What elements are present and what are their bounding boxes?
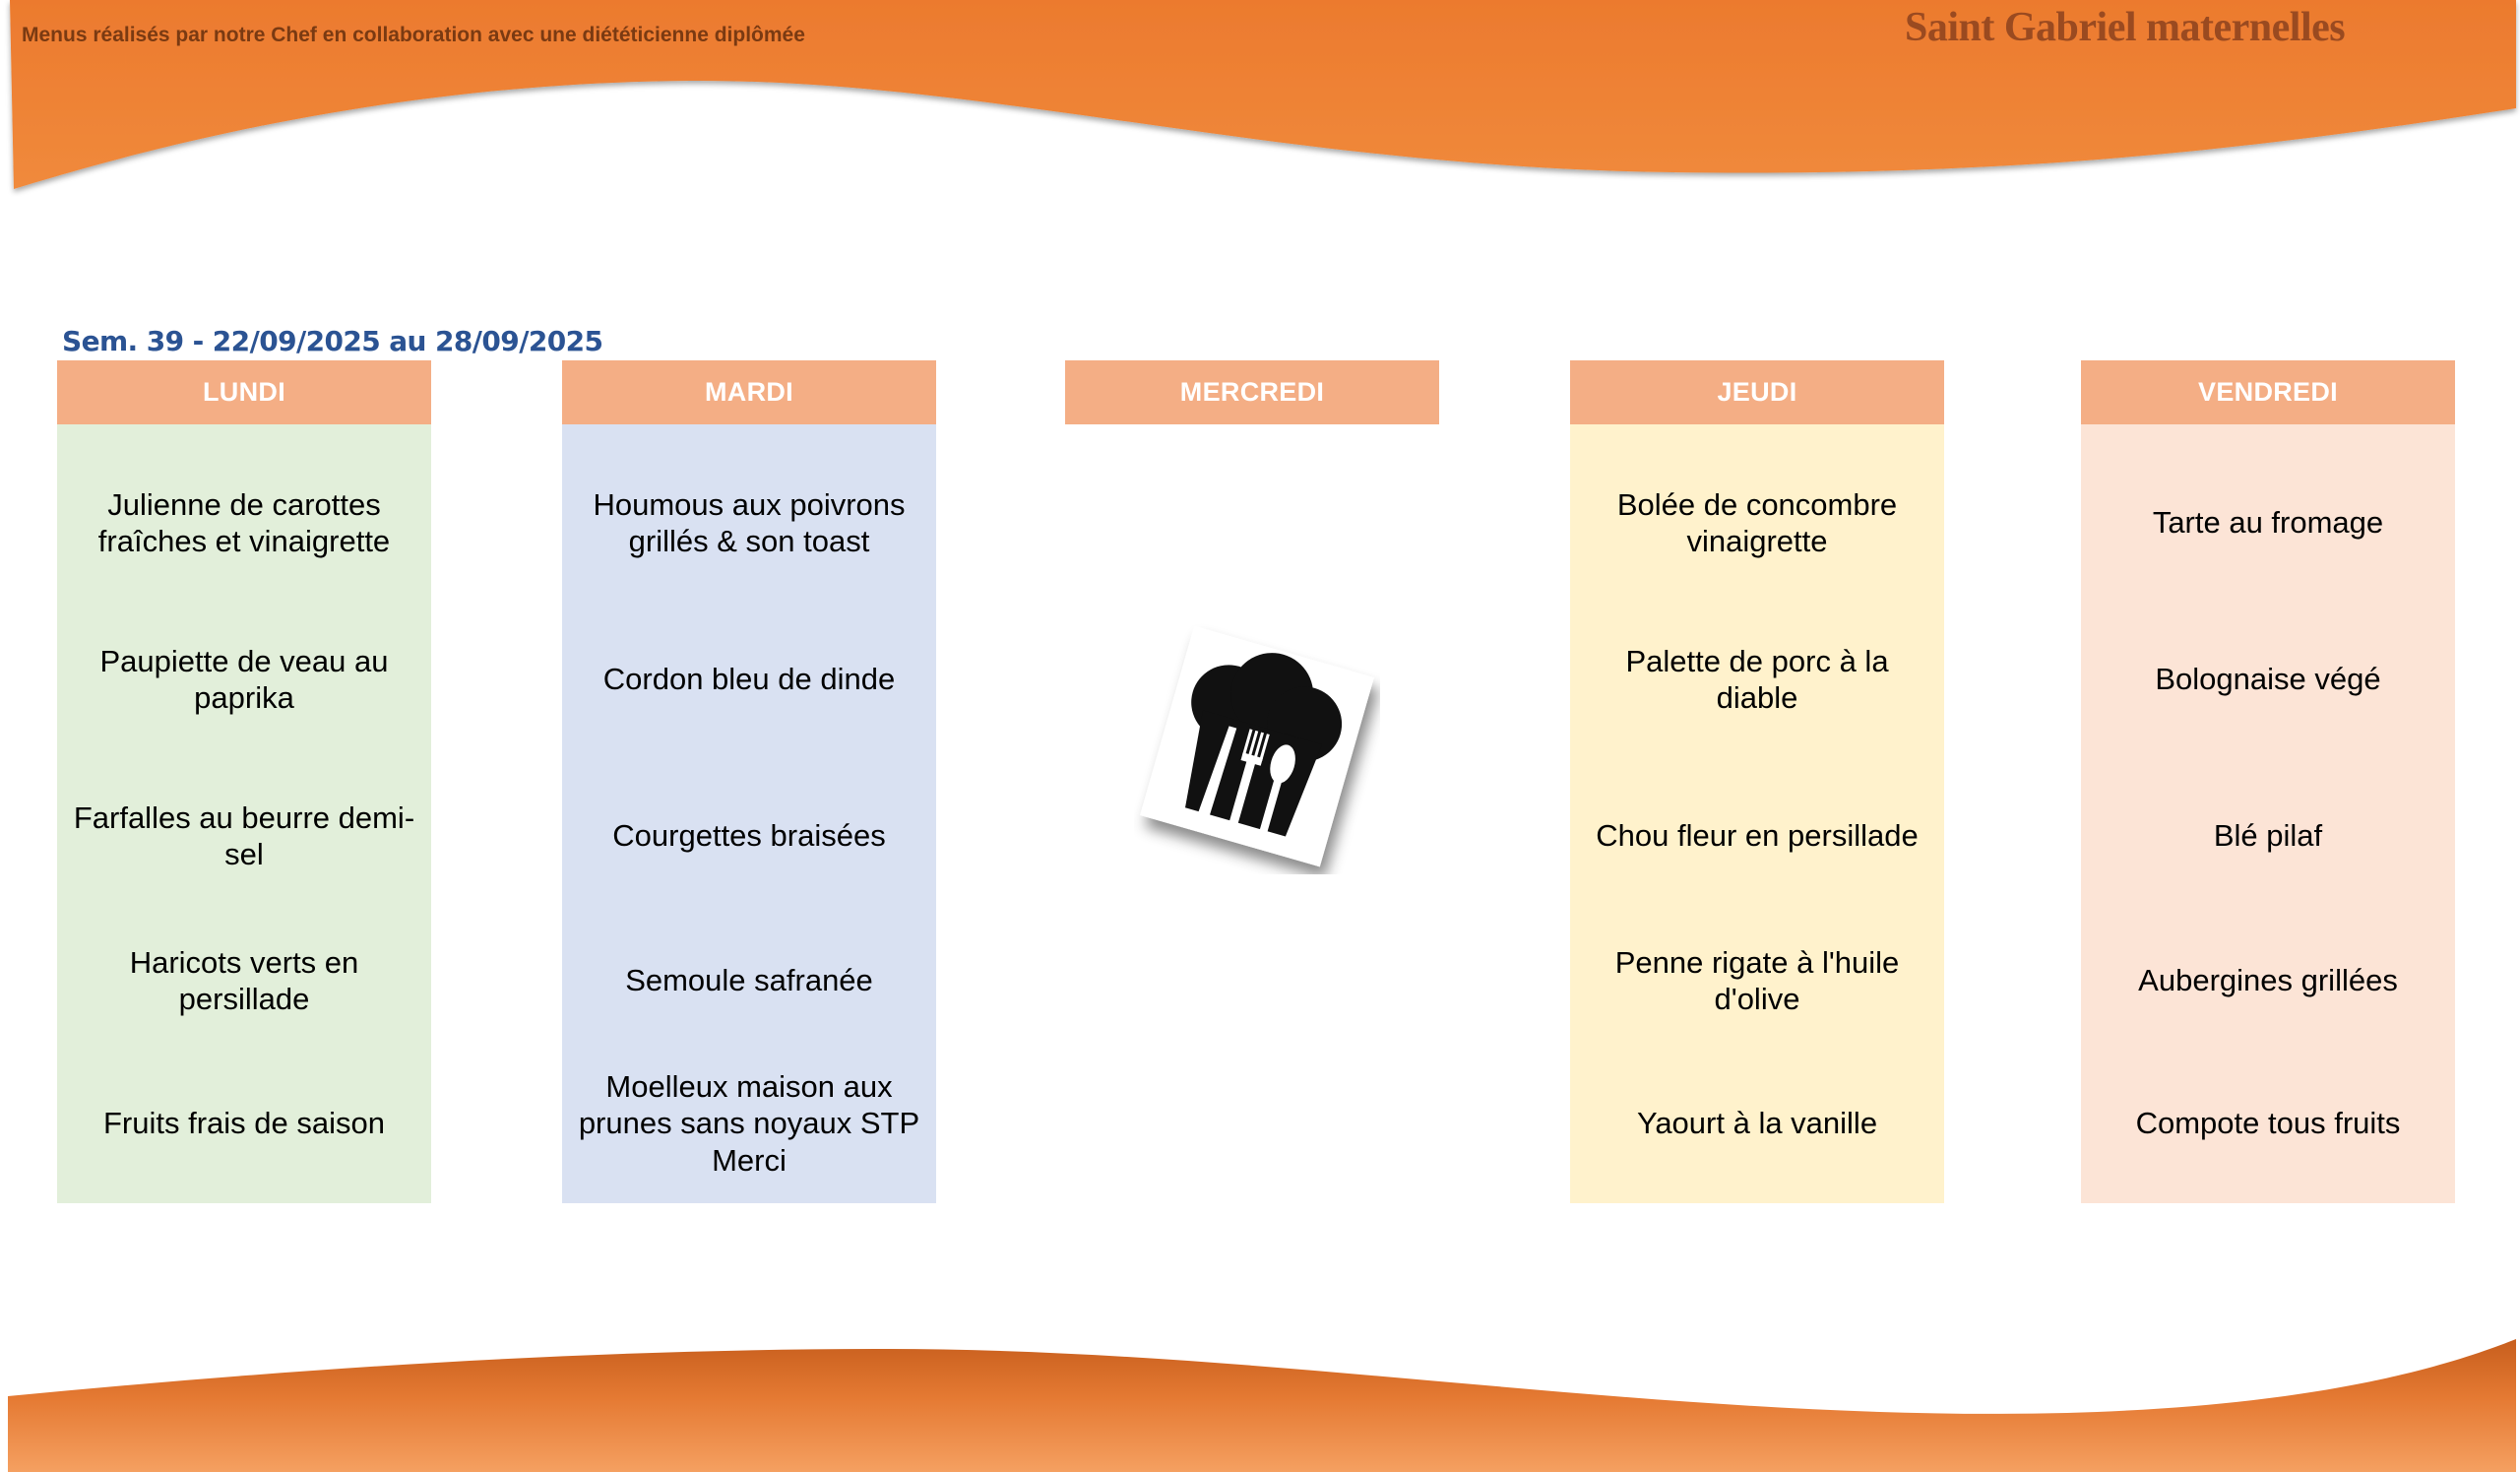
day-column-vendredi — [2081, 360, 2455, 1203]
dish-dessert: Moelleux maison aux prunes sans noyaux STP Merci — [578, 1069, 920, 1178]
dish-main: Cordon bleu de dinde — [602, 662, 896, 697]
day-menu-jeudi — [1570, 424, 1944, 1203]
dish-main: Bolognaise végé — [2155, 662, 2381, 697]
day-header-mercredi: MERCREDI — [1065, 360, 1439, 424]
dish-side: Farfalles au beurre demi-sel — [73, 800, 415, 871]
day-column-mercredi — [1065, 360, 1439, 424]
dish-starter: Tarte au fromage — [2152, 505, 2384, 541]
dish-side: Chou fleur en persillade — [1596, 818, 1919, 854]
dish-vegetable: Penne rigate à l'huile d'olive — [1614, 944, 1900, 1016]
header-subtitle: Menus réalisés par notre Chef en collaboration avec une diététicienne diplômée — [22, 24, 805, 46]
dish-dessert: Fruits frais de saison — [103, 1106, 385, 1141]
day-menu-vendredi — [2081, 424, 2455, 1203]
dish-starter: Bolée de concombre vinaigrette — [1616, 486, 1898, 558]
day-column-lundi — [57, 360, 431, 1203]
dish-main: Paupiette de veau au paprika — [99, 643, 389, 715]
dish-vegetable: Semoule safranée — [625, 963, 873, 998]
week-label: Sem. 39 - 22/09/2025 au 28/09/2025 — [62, 325, 603, 357]
day-menu-lundi — [57, 424, 431, 1203]
day-header-lundi: LUNDI — [57, 360, 431, 424]
footer-wave — [0, 1329, 2520, 1472]
dish-dessert: Compote tous fruits — [2135, 1106, 2401, 1141]
day-column-jeudi — [1570, 360, 1944, 1203]
dish-main: Palette de porc à la diable — [1625, 643, 1889, 715]
dish-dessert: Yaourt à la vanille — [1636, 1106, 1878, 1141]
dish-starter: Julienne de carottes fraîches et vinaigrette — [97, 486, 391, 558]
day-header-mardi: MARDI — [562, 360, 936, 424]
dish-starter: Houmous aux poivrons grillés & son toast — [593, 486, 906, 558]
dish-vegetable: Aubergines grillées — [2138, 963, 2398, 998]
chef-hat-cutlery-icon — [1134, 618, 1380, 874]
day-column-mardi — [562, 360, 936, 1203]
day-menu-mardi — [562, 424, 936, 1203]
dish-vegetable: Haricots verts en persillade — [129, 944, 359, 1016]
dish-side: Blé pilaf — [2213, 818, 2323, 854]
dish-side: Courgettes braisées — [612, 818, 886, 854]
brand-title: Saint Gabriel maternelles — [1905, 5, 2346, 50]
day-header-jeudi: JEUDI — [1570, 360, 1944, 424]
day-header-vendredi: VENDREDI — [2081, 360, 2455, 424]
